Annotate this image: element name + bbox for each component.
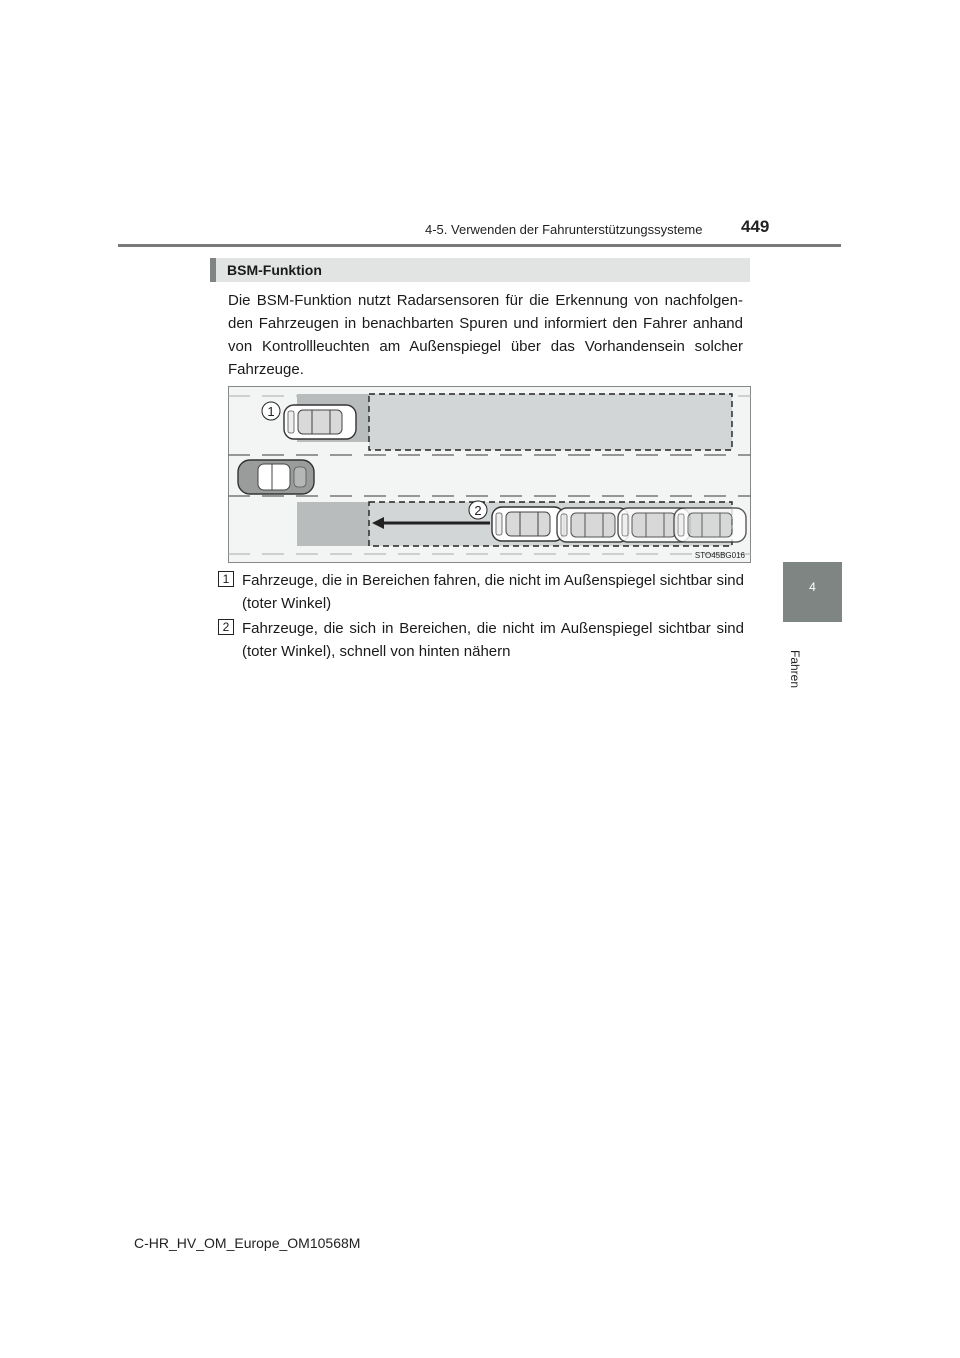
chapter-label: Fahren xyxy=(788,650,802,689)
callout-2-label: 2 xyxy=(474,503,482,518)
header-rule xyxy=(118,244,841,247)
legend-text-2: Fahrzeuge, die sich in Bereichen, die nicht im Außenspiegel sichtbar sind (toter Winkel), schnell von hinten nähern xyxy=(242,620,744,660)
legend-badge-1: 1 xyxy=(218,571,234,587)
callout-1-label: 1 xyxy=(267,404,275,419)
detection-zone-upper xyxy=(369,394,732,450)
approaching-vehicle-1 xyxy=(492,507,564,541)
figure-code: STO45BG016 xyxy=(694,551,745,560)
legend-badge-2: 2 xyxy=(218,619,234,635)
vehicle-in-blind-spot xyxy=(284,405,356,439)
section-heading-text: BSM-Funktion xyxy=(227,262,322,278)
page-number: 449 xyxy=(741,217,770,236)
bsm-diagram xyxy=(228,386,751,563)
blind-spot-zone-lower xyxy=(297,502,369,546)
chapter-tab xyxy=(783,562,842,622)
chapter-number: 4 xyxy=(809,580,816,594)
section-heading xyxy=(210,258,750,282)
approaching-vehicle-4 xyxy=(674,508,746,542)
document-code: C-HR_HV_OM_Europe_OM10568M xyxy=(134,1235,361,1251)
running-header: 4-5. Verwenden der Fahrunterstützungssysteme xyxy=(425,222,703,237)
own-vehicle xyxy=(238,460,314,494)
intro-paragraph: Die BSM-Funktion nutzt Radarsensoren für die Erkennung von nachfolgen-den Fahrzeugen in benachbarten Spuren und informiert den Fahrer anhand von Kontrollleuchten am Außenspiegel über das Vorhandensein solcher Fahrzeuge. xyxy=(228,292,743,378)
legend-text-1: Fahrzeuge, die in Bereichen fahren, die nicht im Außenspiegel sichtbar sind (toter Winkel) xyxy=(242,572,744,612)
